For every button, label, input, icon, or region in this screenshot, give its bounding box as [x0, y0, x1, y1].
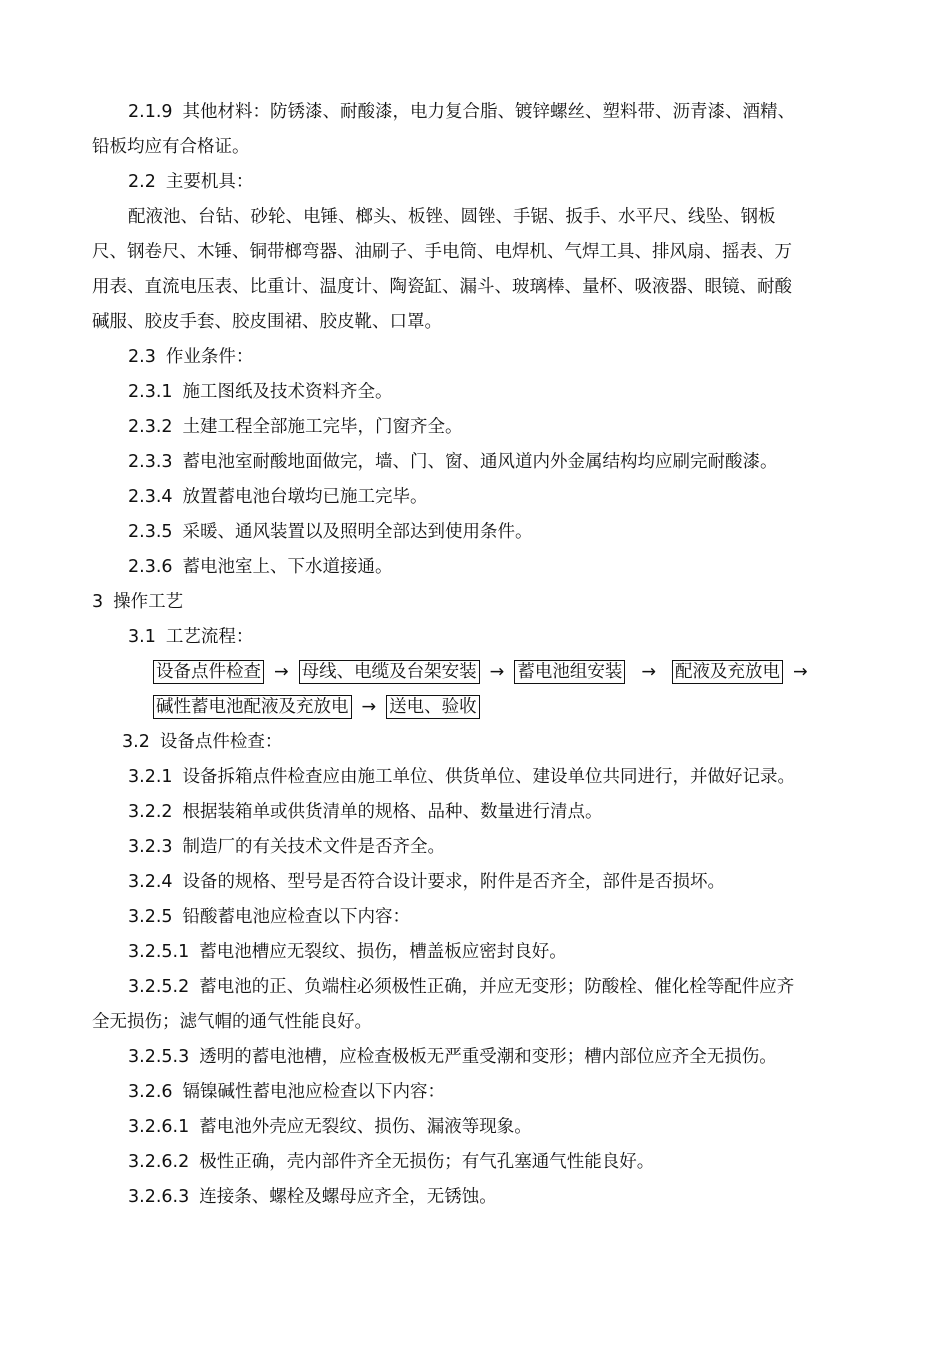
- para-3-2-6-2: 3.2.6.2 极性正确，壳内部件齐全无损伤；有气孔塞通气性能良好。: [128, 1152, 655, 1172]
- para-3-2-6: 3.2.6 镉镍碱性蓄电池应检查以下内容：: [128, 1082, 446, 1102]
- heading-2-2: 2.2 主要机具：: [128, 172, 254, 192]
- para-3-2-5-3: 3.2.5.3 透明的蓄电池槽，应检查极板无严重受潮和变形；槽内部位应齐全无损伤。: [128, 1047, 777, 1067]
- para-2-1-9-cont: 铅板均应有合格证。: [92, 137, 250, 157]
- para-3-2-5: 3.2.5 铅酸蓄电池应检查以下内容：: [128, 907, 411, 927]
- para-2-3-5: 2.3.5 采暖、通风装置以及照明全部达到使用条件。: [128, 522, 533, 542]
- heading-3-1: 3.1 工艺流程：: [128, 627, 254, 647]
- flow-step-5: 碱性蓄电池配液及充放电: [153, 695, 352, 719]
- para-3-2-5-2: 3.2.5.2 蓄电池的正、负端柱必须极性正确，并应无变形；防酸栓、催化栓等配件应齐: [128, 977, 795, 997]
- flow-step-6: 送电、验收: [386, 695, 480, 719]
- para-3-2-6-3: 3.2.6.3 连接条、螺栓及螺母应齐全，无锈蚀。: [128, 1187, 497, 1207]
- flow-row-2: [153, 695, 923, 719]
- flow-row-1: [153, 660, 923, 684]
- tools-line-4: 碱服、胶皮手套、胶皮围裙、胶皮靴、口罩。: [92, 312, 442, 332]
- para-3-2-3: 3.2.3 制造厂的有关技术文件是否齐全。: [128, 837, 446, 857]
- heading-3: 3 操作工艺: [92, 592, 184, 612]
- para-3-2-6-1: 3.2.6.1 蓄电池外壳应无裂纹、损伤、漏液等现象。: [128, 1117, 532, 1137]
- para-3-2-1: 3.2.1 设备拆箱点件检查应由施工单位、供货单位、建设单位共同进行，并做好记录。: [128, 767, 796, 787]
- tools-line-1: 配液池、台钻、砂轮、电锤、榔头、板锉、圆锉、手锯、扳手、水平尺、线坠、钢板: [128, 207, 776, 227]
- arrow-icon: →: [793, 662, 808, 682]
- arrow-icon: →: [489, 662, 505, 682]
- para-3-2-5-2-cont: 全无损伤；滤气帽的通气性能良好。: [92, 1012, 372, 1032]
- para-2-3-4: 2.3.4 放置蓄电池台墩均已施工完毕。: [128, 487, 428, 507]
- tools-line-3: 用表、直流电压表、比重计、温度计、陶瓷缸、漏斗、玻璃棒、量杯、吸液器、眼镜、耐酸: [92, 277, 792, 297]
- para-2-1-9: 2.1.9 其他材料：防锈漆、耐酸漆，电力复合脂、镀锌螺丝、塑料带、沥青漆、酒精、: [128, 102, 796, 122]
- para-2-3-2: 2.3.2 土建工程全部施工完毕，门窗齐全。: [128, 417, 463, 437]
- arrow-icon: →: [361, 697, 377, 717]
- tools-line-2: 尺、钢卷尺、木锤、铜带榔弯器、油刷子、手电筒、电焊机、气焊工具、排风扇、摇表、万: [92, 242, 792, 262]
- heading-3-2: 3.2 设备点件检查：: [122, 732, 283, 752]
- heading-2-3: 2.3 作业条件：: [128, 347, 254, 367]
- flow-step-3: 蓄电池组安装: [514, 660, 625, 684]
- arrow-icon: →: [274, 662, 289, 682]
- para-3-2-2: 3.2.2 根据装箱单或供货清单的规格、品种、数量进行清点。: [128, 802, 603, 822]
- flow-step-2: 母线、电缆及台架安装: [299, 660, 480, 684]
- para-3-2-4: 3.2.4 设备的规格、型号是否符合设计要求，附件是否齐全，部件是否损坏。: [128, 872, 726, 892]
- para-2-3-3: 2.3.3 蓄电池室耐酸地面做完，墙、门、窗、通风道内外金属结构均应刷完耐酸漆。: [128, 452, 778, 472]
- arrow-icon: →: [641, 662, 657, 682]
- para-3-2-5-1: 3.2.5.1 蓄电池槽应无裂纹、损伤，槽盖板应密封良好。: [128, 942, 567, 962]
- para-2-3-1: 2.3.1 施工图纸及技术资料齐全。: [128, 382, 393, 402]
- flow-step-4: 配液及充放电: [672, 660, 783, 684]
- flow-step-1: 设备点件检查: [153, 660, 264, 684]
- para-2-3-6: 2.3.6 蓄电池室上、下水道接通。: [128, 557, 393, 577]
